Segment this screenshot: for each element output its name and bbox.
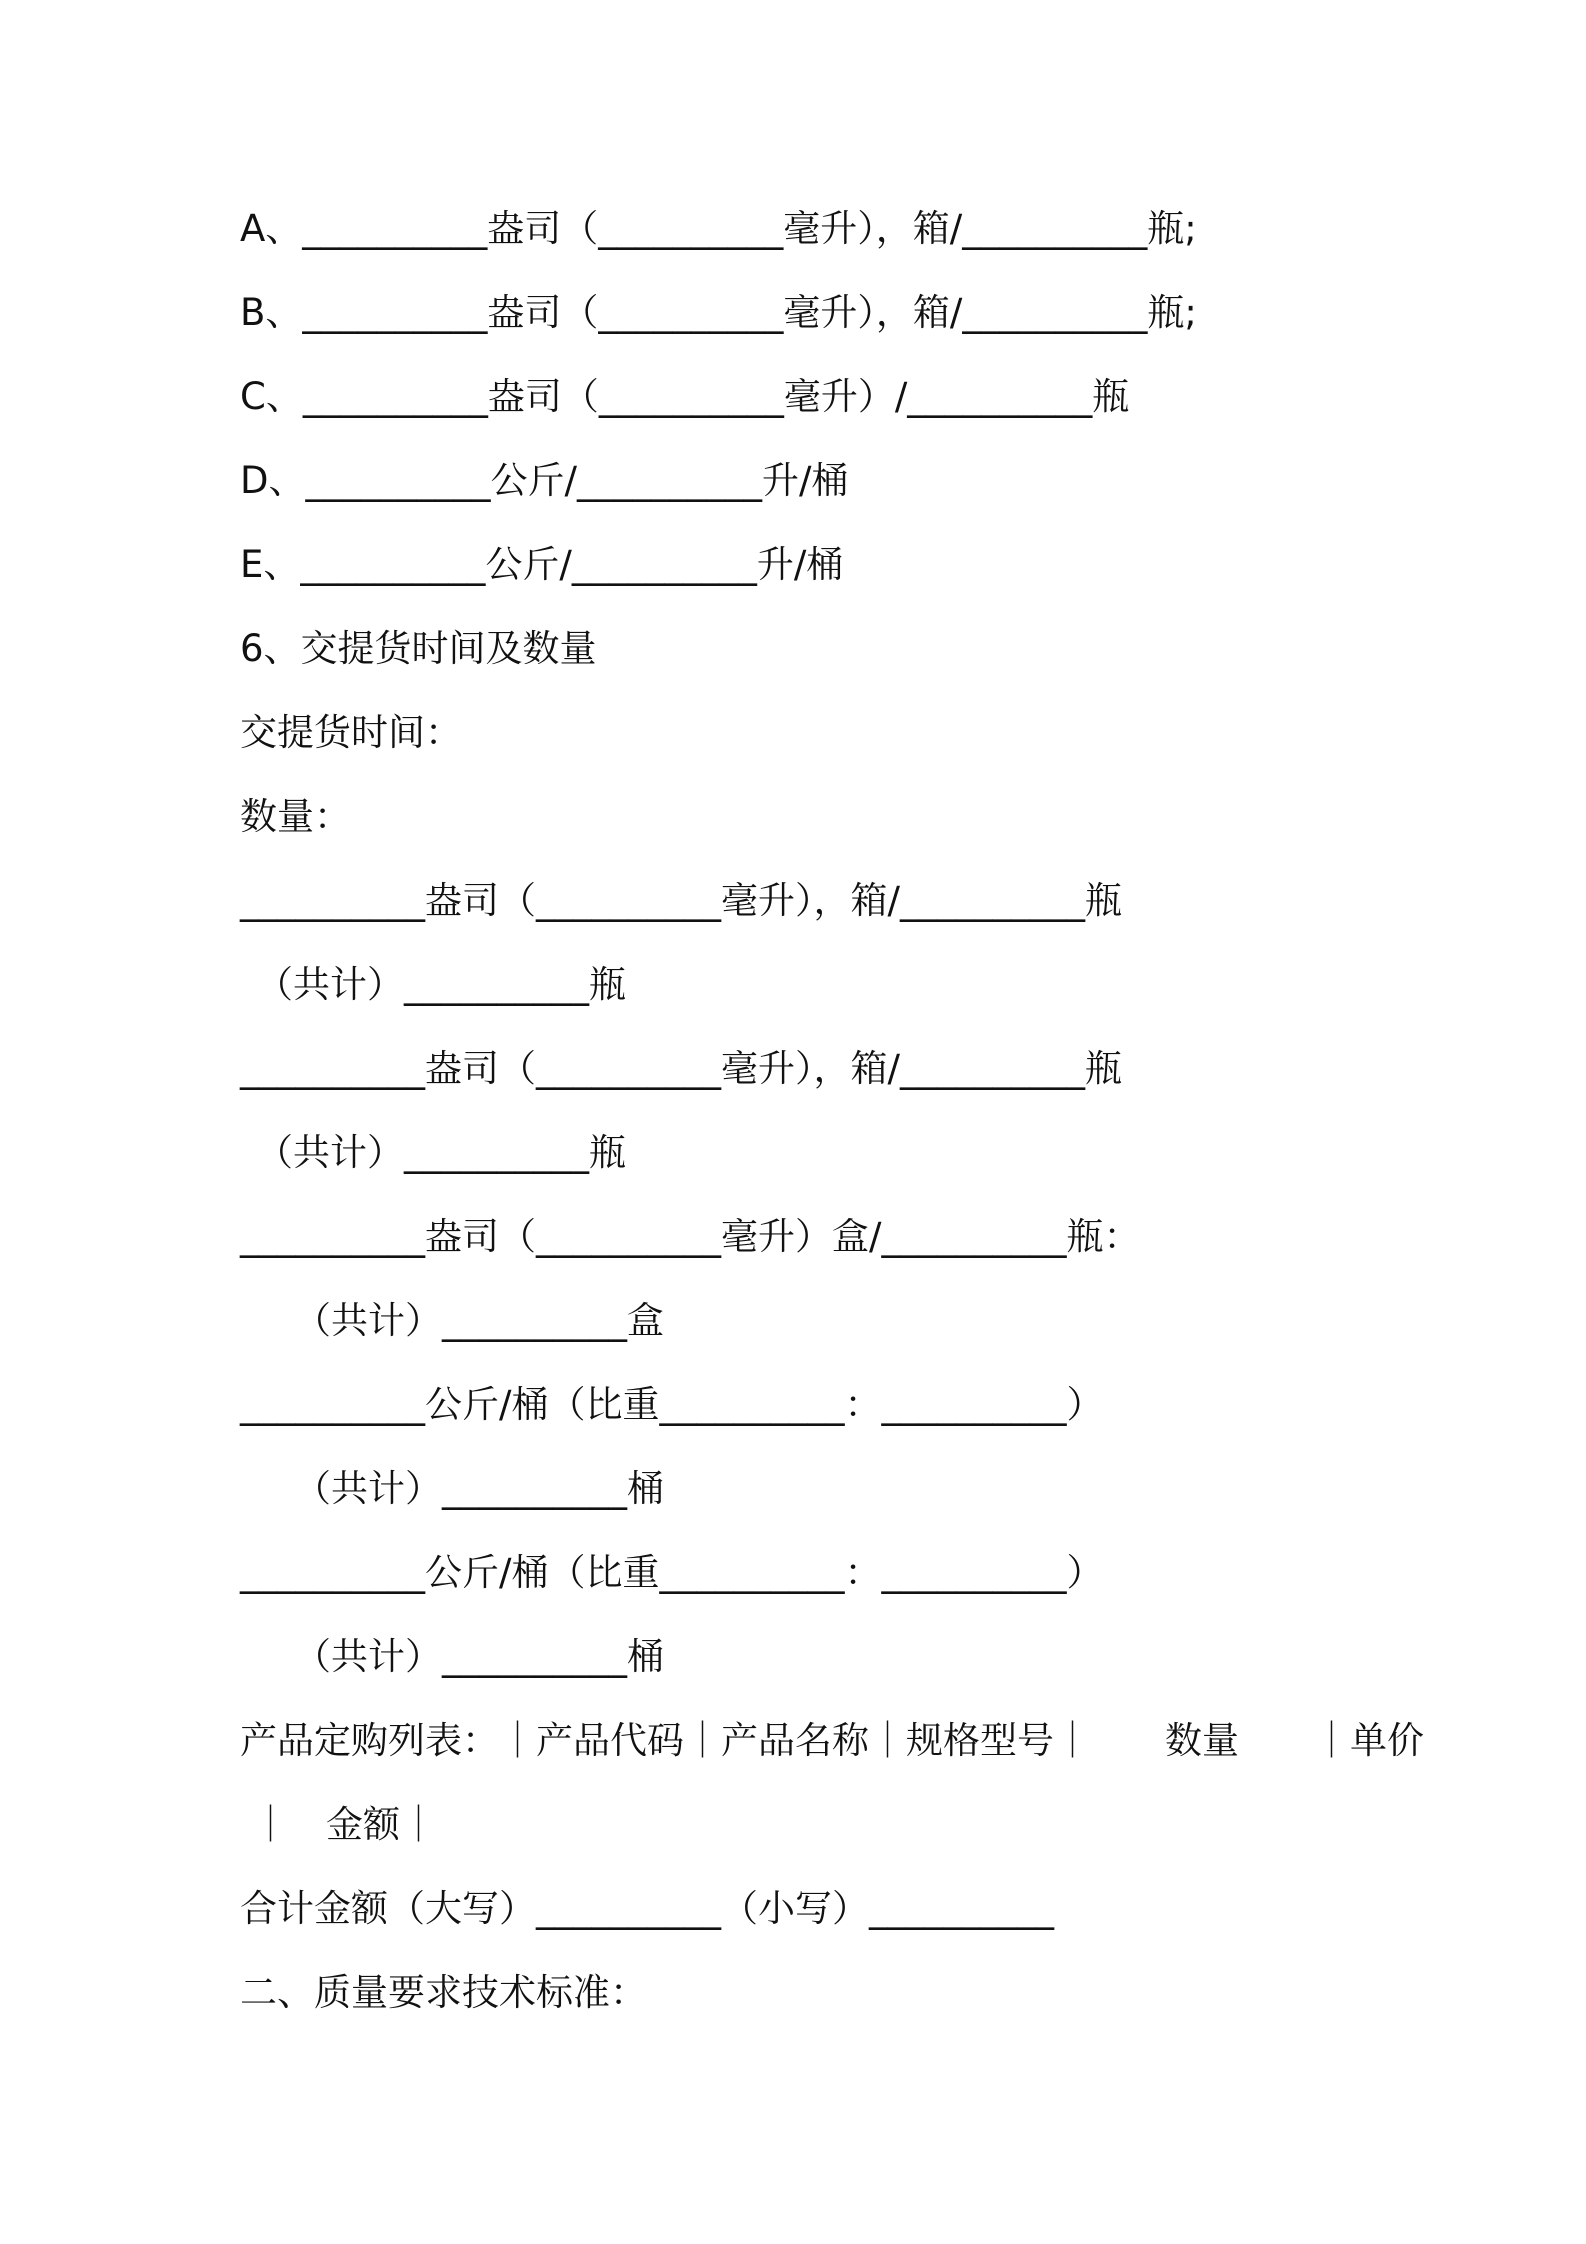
total-line-2: （共计）__________瓶 [256,1131,626,1174]
line-d-kilogram-spec: D、__________公斤/__________升/桶 [240,459,849,502]
total-line-4: （共计）__________桶 [294,1467,664,1510]
total-line-1: （共计）__________瓶 [256,963,626,1006]
delivery-time-label: 交提货时间： [240,711,462,754]
product-order-table-header-cont: ｜ 金额｜ [252,1803,437,1846]
quantity-line-2: __________盎司（__________毫升），箱/__________瓶 [240,1047,1122,1090]
line-e-kilogram-spec: E、__________公斤/__________升/桶 [240,543,844,586]
line-c-ounce-spec: C、__________盎司（__________毫升）/__________瓶 [240,375,1130,418]
total-line-3: （共计）__________盒 [294,1299,664,1342]
section-delivery-heading: 6、交提货时间及数量 [240,627,597,670]
section-quality-heading: 二、质量要求技术标准： [240,1971,647,2014]
quantity-line-3: __________盎司（__________毫升）盒/__________瓶： [240,1215,1141,1258]
quantity-label: 数量： [240,795,351,838]
quantity-line-1: __________盎司（__________毫升），箱/__________瓶 [240,879,1122,922]
total-amount-line: 合计金额（大写）__________（小写）__________ [240,1887,1054,1930]
line-a-ounce-spec: A、__________盎司（__________毫升），箱/__________瓶; [240,207,1197,250]
product-order-table-header: 产品定购列表：｜产品代码｜产品名称｜规格型号｜ 数量 ｜单价 [240,1719,1424,1762]
quantity-line-5: __________公斤/桶（比重__________：__________） [240,1551,1104,1594]
quantity-line-4: __________公斤/桶（比重__________：__________） [240,1383,1104,1426]
total-line-5: （共计）__________桶 [294,1635,664,1678]
line-b-ounce-spec: B、__________盎司（__________毫升），箱/__________瓶; [240,291,1197,334]
